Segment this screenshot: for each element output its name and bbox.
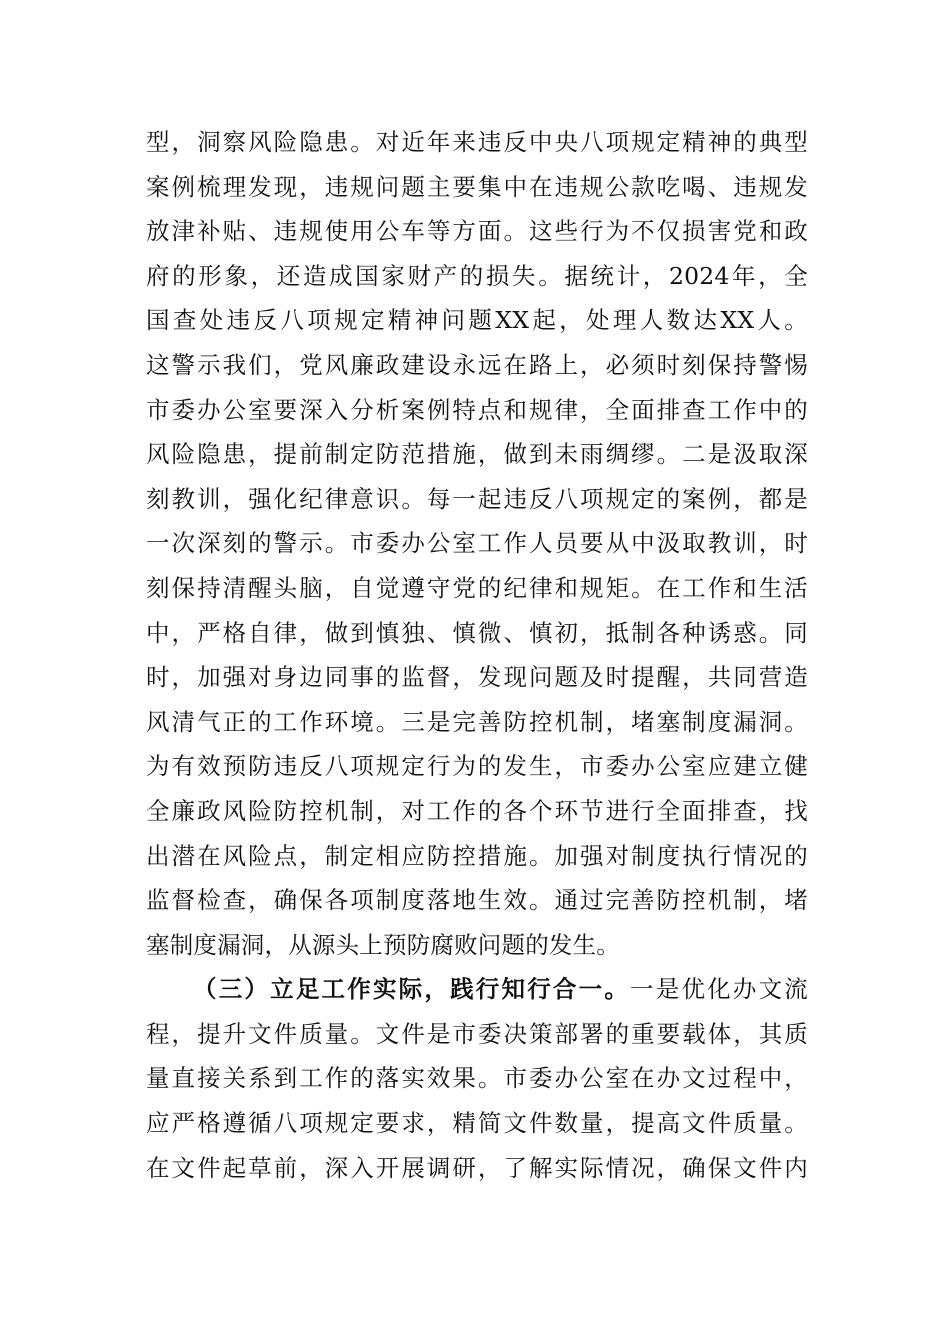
text-line: 府的形象，还造成国家财产的损失。据统计，2024年，全 [146, 261, 808, 290]
document-page [146, 120, 808, 1190]
text-line: 量直接关系到工作的落实效果。市委办公室在办文过程中， [146, 1064, 808, 1093]
text-line: 为有效预防违反八项规定行为的发生，市委办公室应建立健 [146, 752, 808, 781]
text-line: 应严格遵循八项规定要求，精简文件数量，提高文件质量。 [146, 1109, 808, 1138]
text-line: 中，严格自律，做到慎独、慎微、慎初，抵制各种诱惑。同 [146, 618, 808, 647]
section-3-first-line-text: 一是优化办文流 [630, 975, 808, 1004]
section-3-heading: （三）立足工作实际，践行知行合一。 [193, 975, 631, 1004]
text-line: 时，加强对身边同事的监督，发现问题及时提醒，共同营造 [146, 663, 808, 692]
text-line: 市委办公室要深入分析案例特点和规律，全面排查工作中的 [146, 395, 808, 424]
text-line: 这警示我们，党风廉政建设永远在路上，必须时刻保持警惕 [146, 350, 808, 379]
text-line: 风清气正的工作环境。三是完善防控机制，堵塞制度漏洞。 [146, 707, 808, 736]
text-line: 型，洞察风险隐患。对近年来违反中央八项规定精神的典型 [146, 128, 808, 156]
text-line: 监督检查，确保各项制度落地生效。通过完善防控机制，堵 [146, 886, 808, 915]
text-line: 出潜在风险点，制定相应防控措施。加强对制度执行情况的 [146, 841, 808, 870]
text-line: 刻教训，强化纪律意识。每一起违反八项规定的案例，都是 [146, 484, 808, 513]
text-line: 案例梳理发现，违规问题主要集中在违规公款吃喝、违规发 [146, 172, 808, 201]
text-line: 全廉政风险防控机制，对工作的各个环节进行全面排查，找 [146, 796, 808, 825]
text-line: 刻保持清醒头脑，自觉遵守党的纪律和规矩。在工作和生活 [146, 573, 808, 602]
text-line: 程，提升文件质量。文件是市委决策部署的重要载体，其质 [146, 1019, 808, 1048]
text-line: 塞制度漏洞，从源头上预防腐败问题的发生。 [146, 930, 620, 959]
text-line: 国查处违反八项规定精神问题XX起，处理人数达XX人。 [146, 306, 808, 335]
text-line: 一次深刻的警示。市委办公室工作人员要从中汲取教训，时 [146, 529, 808, 558]
text-line: 放津补贴、违规使用公车等方面。这些行为不仅损害党和政 [146, 217, 808, 246]
text-line: 在文件起草前，深入开展调研，了解实际情况，确保文件内 [146, 1153, 808, 1182]
text-line: 风险隐患，提前制定防范措施，做到未雨绸缪。二是汲取深 [146, 440, 808, 469]
section-3-first-line [146, 967, 808, 1012]
